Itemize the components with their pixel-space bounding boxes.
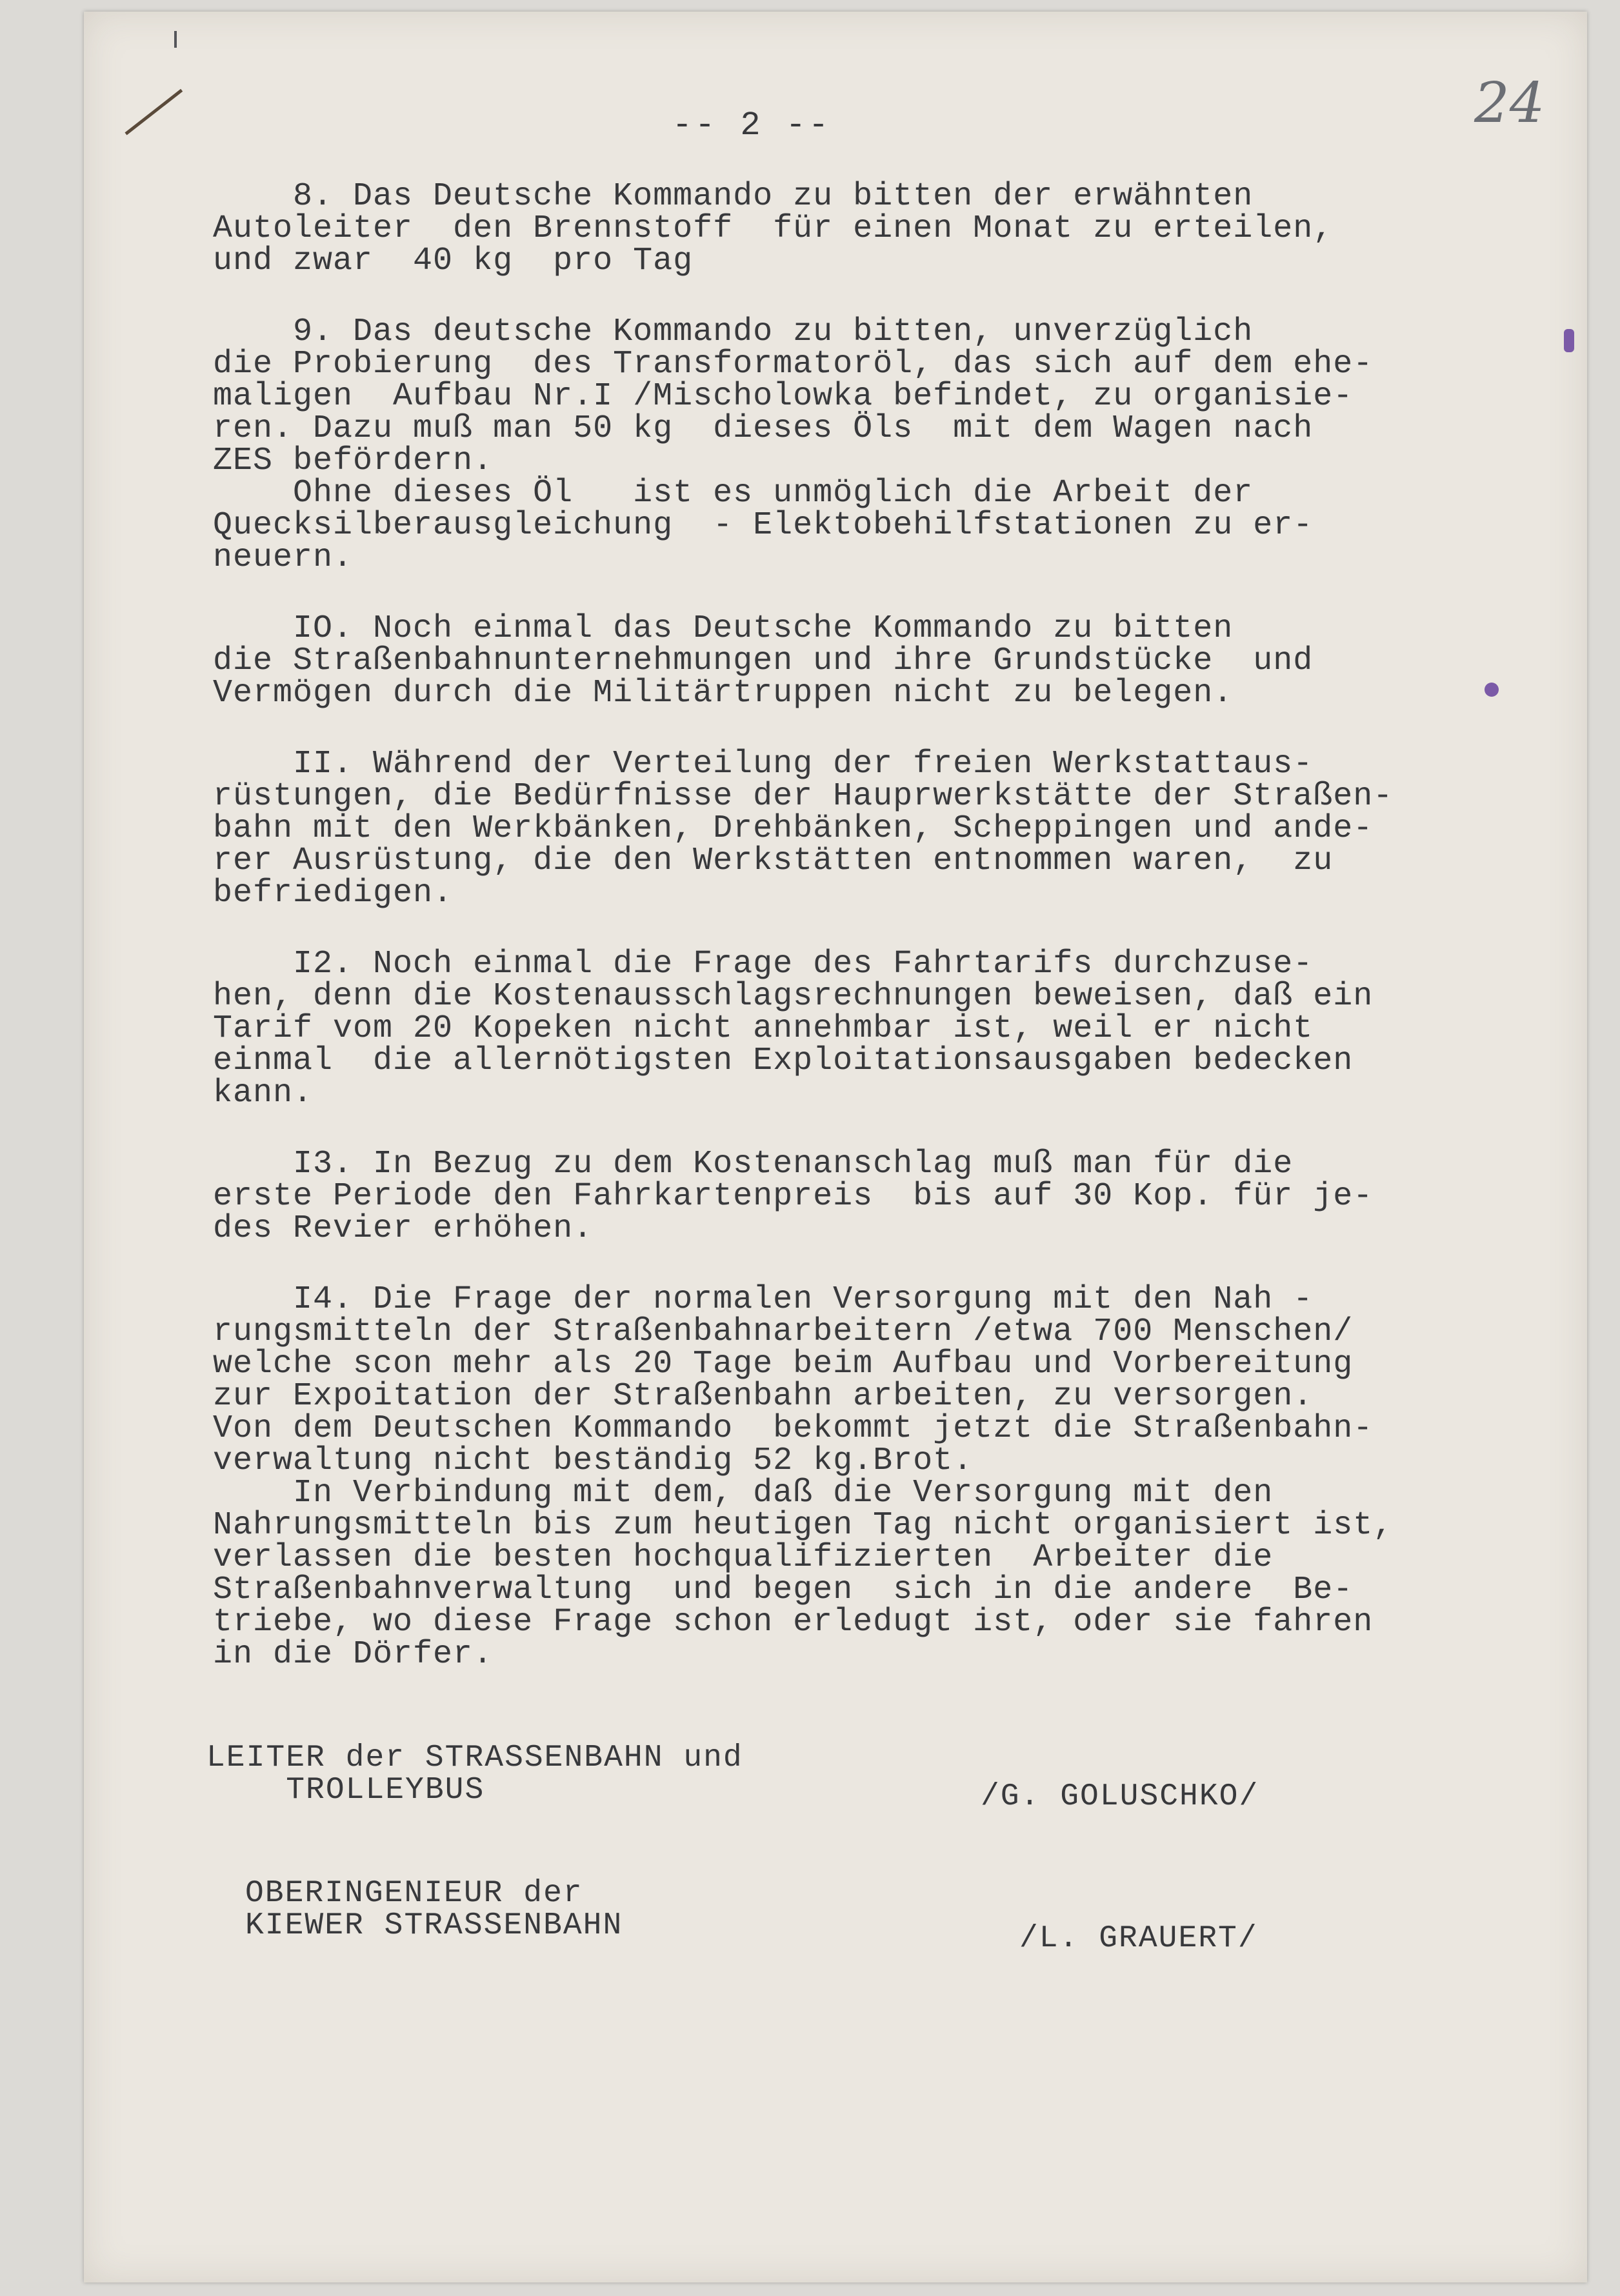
text-line: II. Während der Verteilung der freien Werkstattaus-: [213, 746, 1314, 783]
text-line: hen, denn die Kostenausschlagsrechnungen beweisen, daß ein: [213, 978, 1374, 1015]
text-line: befriedigen.: [213, 875, 454, 912]
numbered-item: [213, 610, 1490, 712]
text-line: Straßenbahnverwaltung und begen sich in die andere Be-: [213, 1572, 1354, 1608]
text-line: erste Periode den Fahrkartenpreis bis auf 30 Kop. für je-: [213, 1178, 1374, 1215]
text-line: rer Ausrüstung, die den Werkstätten entnommen waren, zu: [213, 843, 1334, 879]
text-line: 9. Das deutsche Kommando zu bitten, unverzüglich: [213, 314, 1254, 350]
text-line: kann.: [213, 1075, 314, 1112]
signatory-name: /L. GRAUERT/: [1019, 1921, 1258, 1956]
numbered-item: [213, 1148, 1490, 1245]
text-line: Tarif vom 20 Kopeken nicht annehmbar ist, weil er nicht: [213, 1010, 1314, 1047]
text-line: rüstungen, die Bedürfnisse der Hauprwerkstätte der Straßen-: [213, 778, 1394, 815]
ink-spot: [1564, 329, 1574, 352]
signatory-title: OBERINGENIEUR der KIEWER STRASSENBAHN: [245, 1876, 623, 1943]
numbered-item: [213, 748, 1490, 910]
text-line: I3. In Bezug zu dem Kostenanschlag muß man für die: [213, 1146, 1294, 1183]
numbered-item: [213, 948, 1490, 1110]
text-line: des Revier erhöhen.: [213, 1210, 594, 1247]
text-line: zur Expoitation der Straßenbahn arbeiten, zu versorgen.: [213, 1378, 1314, 1415]
text-line: neuern.: [213, 539, 354, 576]
text-line: Ohne dieses Öl ist es unmöglich die Arbeit der: [213, 475, 1254, 512]
text-line: Von dem Deutschen Kommando bekommt jetzt die Straßenbahn-: [213, 1410, 1374, 1447]
text-line: I2. Noch einmal die Frage des Fahrtarifs durchzuse-: [213, 946, 1314, 983]
text-line: einmal die allernötigsten Exploitationsausgaben bedecken: [213, 1043, 1354, 1079]
text-line: maligen Aufbau Nr.I /Mischolowka befindet, zu organisie-: [213, 378, 1354, 415]
text-line: Quecksilberausgleichung - Elektobehilfstationen zu er-: [213, 507, 1314, 544]
text-line: I4. Die Frage der normalen Versorgung mit den Nah -: [213, 1281, 1314, 1318]
text-line: welche scon mehr als 20 Tage beim Aufbau und Vorbereitung: [213, 1346, 1354, 1383]
text-line: In Verbindung mit dem, daß die Versorgung mit den: [213, 1475, 1274, 1512]
text-line: in die Dörfer.: [213, 1636, 494, 1673]
text-line: Autoleiter den Brennstoff für einen Monat zu erteilen,: [213, 210, 1334, 247]
numbered-item: [213, 178, 1490, 279]
text-line: verlassen die besten hochqualifizierten Arbeiter die: [213, 1539, 1274, 1576]
text-line: ZES befördern.: [213, 443, 494, 479]
text-line: Vermögen durch die Militärtruppen nicht zu belegen.: [213, 675, 1234, 712]
pencil-mark: [174, 31, 177, 48]
page-number: -- 2 --: [672, 106, 832, 145]
text-line: die Probierung des Transformatoröl, das sich auf dem ehe-: [213, 346, 1374, 383]
item-list: [213, 178, 1490, 1673]
numbered-item: [213, 1281, 1490, 1673]
text-line: verwaltung nicht beständig 52 kg.Brot.: [213, 1442, 974, 1479]
text-line: die Straßenbahnunternehmungen und ihre Grundstücke und: [213, 643, 1314, 679]
text-line: triebe, wo diese Frage schon erledugt ist, oder sie fahren: [213, 1604, 1374, 1641]
document-body: [213, 106, 1490, 1710]
signature-section: [206, 1742, 1432, 2000]
signatory-title: LEITER der STRASSENBAHN und TROLLEYBUS: [206, 1741, 743, 1808]
text-line: ren. Dazu muß man 50 kg dieses Öls mit dem Wagen nach: [213, 410, 1314, 447]
signatory-name: /G. GOLUSCHKO/: [981, 1779, 1259, 1814]
text-line: IO. Noch einmal das Deutsche Kommando zu bitten: [213, 610, 1234, 647]
numbered-item: [213, 316, 1490, 574]
text-line: bahn mit den Werkbänken, Drehbänken, Scheppingen und ande-: [213, 810, 1374, 847]
text-line: und zwar 40 kg pro Tag: [213, 243, 694, 279]
folio-number: 24: [1474, 71, 1545, 135]
text-line: 8. Das Deutsche Kommando zu bitten der erwähnten: [213, 178, 1254, 215]
text-line: rungsmitteln der Straßenbahnarbeitern /etwa 700 Menschen/: [213, 1313, 1354, 1350]
text-line: Nahrungsmitteln bis zum heutigen Tag nicht organisiert ist,: [213, 1507, 1394, 1544]
